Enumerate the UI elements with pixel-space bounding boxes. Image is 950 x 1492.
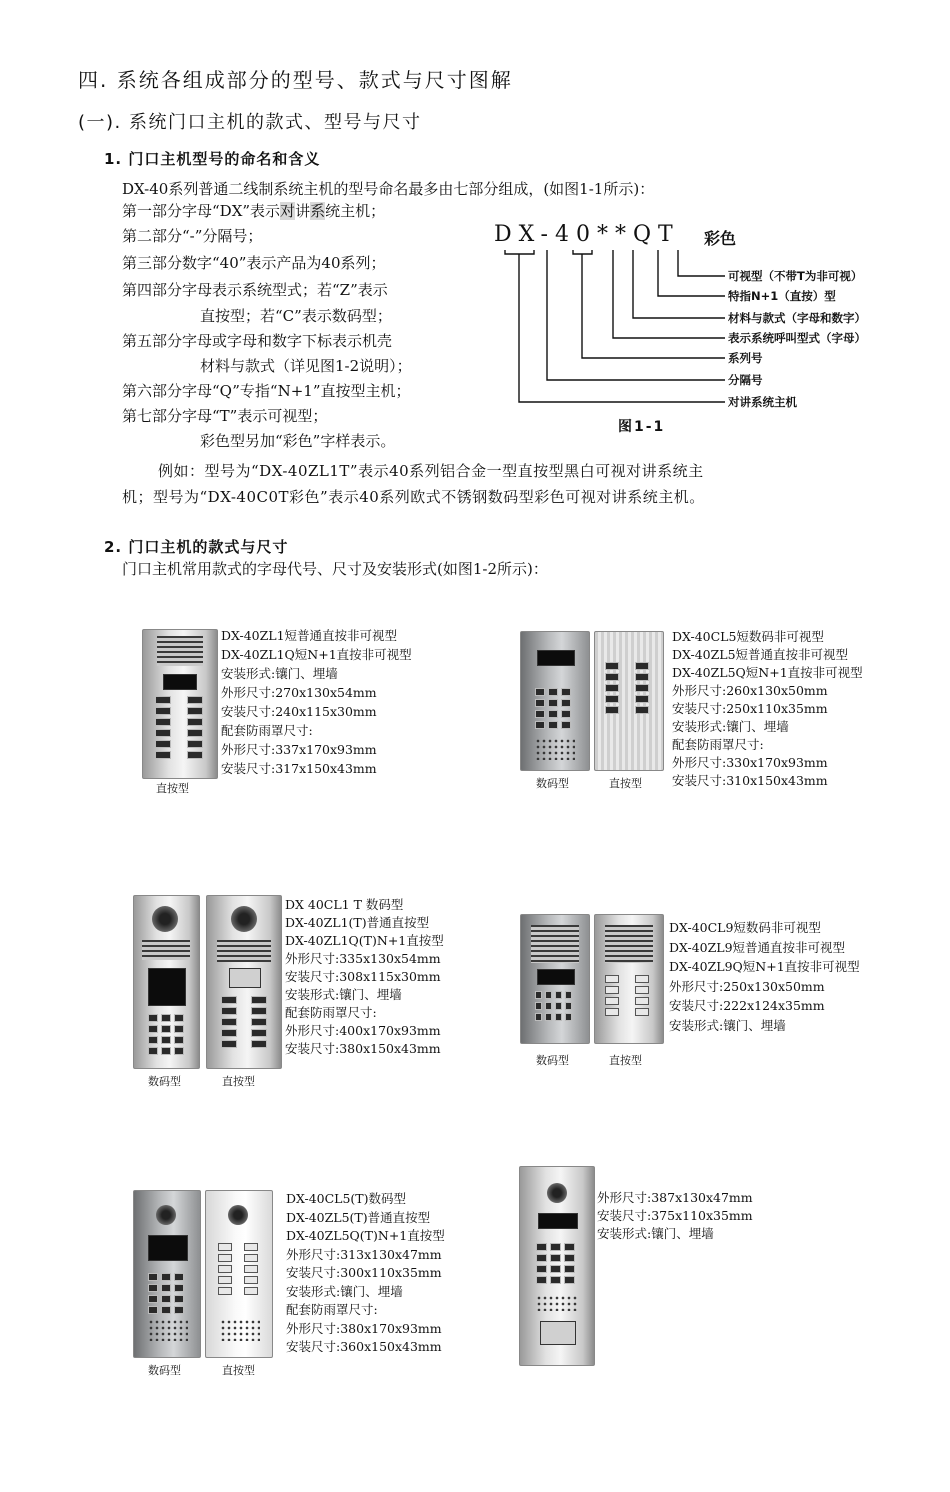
diagram-label: 可视型（不带T为非可视） [728,269,863,283]
part2-heading: 2. 门口主机的款式与尺寸 [104,538,289,556]
diagram-label: 材料与款式（字母和数字） [728,311,866,325]
part1-line: 第三部分数字“40”表示产品为40系列； [122,254,386,272]
part1-line: 第一部分字母“DX”表示对讲系统主机； [122,202,386,220]
diagram-label: 系列号 [728,351,763,365]
door-panel-image [520,914,590,1044]
example-line: 例如：型号为“DX-40ZL1T”表示40系列铝合金一型直按型黑白可视对讲系统主 [158,462,704,480]
diagram-label: 表示系统呼叫型式（字母） [728,331,866,345]
part1-line: 第七部分字母“T”表示可视型； [122,407,328,425]
product-caption: 直按型 [609,777,642,790]
product-specs: DX-40ZL1短普通直按非可视型 DX-40ZL1Q短N+1直按非可视型 安装形式:镶门、埋墙 外形尺寸:270x130x54mm 安装尺寸:240x115x30mm 配套防雨罩尺寸: 外形尺寸:337x170x93mm 安装尺寸:317x150x43mm [221,628,412,776]
section-title: 四. 系统各组成部分的型号、款式与尺寸图解 [78,68,513,92]
door-panel-image [594,914,664,1044]
diagram-label: 分隔号 [728,373,763,387]
product-caption: 直按型 [222,1075,255,1088]
product-specs: DX-40CL5短数码非可视型 DX-40ZL5短普通直按非可视型 DX-40ZL5Q短N+1直按非可视型 外形尺寸:260x130x50mm 安装尺寸:250x110x35mm 安装形式:镶门、埋墙 配套防雨罩尺寸: 外形尺寸:330x170x93mm 安装尺寸:310x150x43mm [672,629,863,788]
product-specs: DX-40CL9短数码非可视型 DX-40ZL9短普通直按非可视型 DX-40ZL9Q短N+1直按非可视型 外形尺寸:250x130x50mm 安装尺寸:222x124x35mm 安装形式:镶门、埋墙 [669,920,860,1033]
product-caption: 数码型 [148,1364,181,1377]
part1-line: 第五部分字母或字母和数字下标表示机壳 [122,332,393,350]
diagram-label: 对讲系统主机 [728,395,797,409]
part1-line: 材料与款式（详见图1-2说明）； [200,357,412,375]
product-specs: DX 40CL1 T 数码型 DX-40ZL1(T)普通直按型 DX-40ZL1Q(T)N+1直按型 外形尺寸:335x130x54mm 安装尺寸:308x115x30mm 安装形式:镶门、埋墙 配套防雨罩尺寸: 外形尺寸:400x170x93mm 安装尺寸:380x150x43mm [285,897,444,1056]
door-panel-image [142,629,218,779]
part1-line: 第四部分字母表示系统型式；若“Z”表示 [122,281,388,299]
door-panel-image [594,631,664,771]
product-caption: 数码型 [536,1054,569,1067]
product-specs: 外形尺寸:387x130x47mm 安装尺寸:375x110x35mm 安装形式:镶门、埋墙 [597,1190,753,1241]
part2-intro: 门口主机常用款式的字母代号、尺寸及安装形式(如图1-2所示)： [122,560,548,578]
naming-diagram-lines [500,246,740,416]
product-caption: 直按型 [609,1054,642,1067]
diagram-label: 特指N+1（直按）型 [728,289,836,303]
product-specs: DX-40CL5(T)数码型 DX-40ZL5(T)普通直按型 DX-40ZL5Q(T)N+1直按型 外形尺寸:313x130x47mm 安装尺寸:300x110x35mm 安装形式:镶门、埋墙 配套防雨罩尺寸: 外形尺寸:380x170x93mm 安装尺寸:360x150x43mm [286,1191,445,1354]
subsection-title: (一). 系统门口主机的款式、型号与尺寸 [78,112,422,133]
part1-intro: DX-40系列普通二线制系统主机的型号命名最多由七部分组成，(如图1-1所示)： [122,180,655,198]
model-code-suffix: 彩色 [704,229,737,248]
model-code: DX-40**QT [494,222,680,247]
part1-line: 第六部分字母“Q”专指“N+1”直按型主机； [122,382,411,400]
door-panel-image [206,895,282,1069]
product-caption: 数码型 [148,1075,181,1088]
product-caption: 数码型 [536,777,569,790]
figure-caption: 图1-1 [618,419,666,435]
door-panel-image [133,1190,201,1358]
door-panel-image [519,1166,595,1366]
door-panel-image [205,1190,273,1358]
door-panel-image [520,631,590,771]
part1-line: 第二部分“-”分隔号； [122,227,263,245]
part1-line: 彩色型另加“彩色”字样表示。 [200,432,396,450]
example-line: 机；型号为“DX-40C0T彩色”表示40系列欧式不锈钢数码型彩色可视对讲系统主机。 [122,488,705,506]
product-caption: 直按型 [222,1364,255,1377]
product-caption: 直按型 [156,782,189,795]
door-panel-image [133,895,200,1069]
part1-heading: 1. 门口主机型号的命名和含义 [104,150,321,168]
part1-line: 直按型；若“C”表示数码型； [200,307,392,325]
